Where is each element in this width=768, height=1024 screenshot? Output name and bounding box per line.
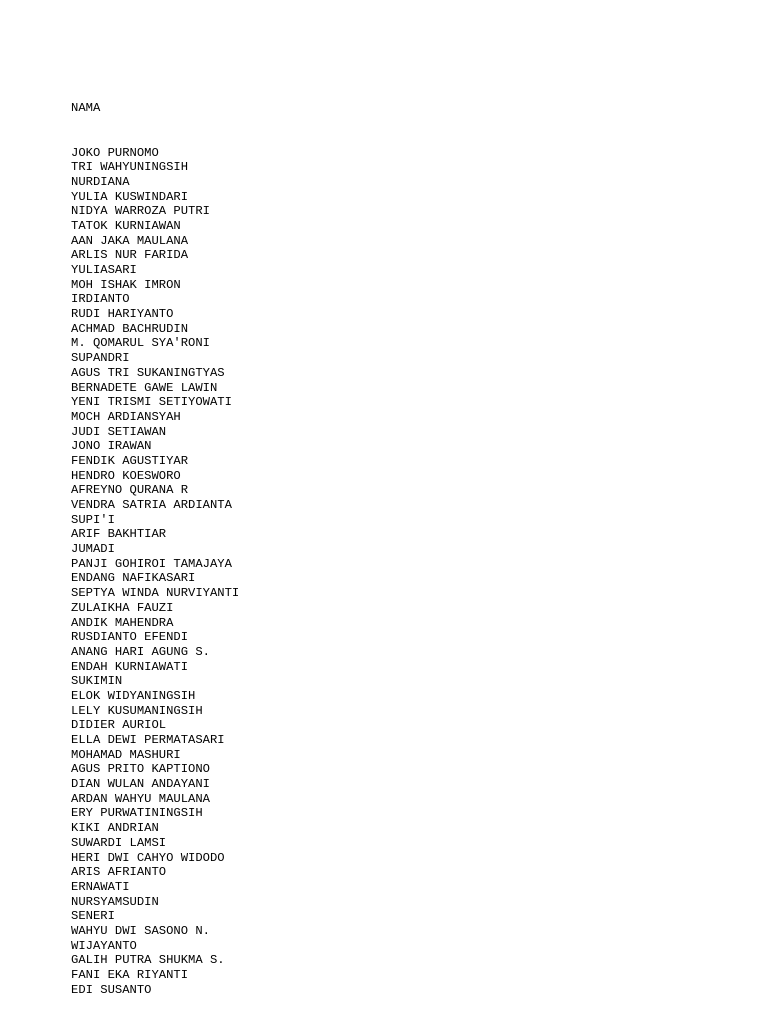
name-list [71, 72, 751, 997]
list-item: SUWARDI LAMSI [71, 835, 167, 850]
list-item: ERY PURWATININGSIH [71, 806, 203, 821]
list-item: ENDAH KURNIAWATI [71, 659, 189, 674]
list-item: AFREYNO QURANA R [71, 483, 189, 498]
list-item: ZULAIKHA FAUZI [71, 600, 174, 615]
list-item: DIDIER AURIOL [71, 718, 167, 733]
list-item: AGUS PRITO KAPTIONO [71, 762, 210, 777]
list-item: YULIASARI [71, 263, 137, 277]
list-item: TATOK KURNIAWAN [71, 218, 181, 233]
list-item: MOCH ARDIANSYAH [71, 409, 181, 424]
list-item: PANJI GOHIROI TAMAJAYA [71, 556, 232, 571]
list-item: ARIF BAKHTIAR [71, 527, 167, 542]
list-item: TRI WAHYUNINGSIH [71, 160, 189, 175]
list-item: HENDRO KOESWORO [71, 468, 181, 483]
list-item: NURSYAMSUDIN [71, 894, 159, 909]
list-header: NAMA [71, 101, 101, 116]
list-item: SUKIMIN [71, 674, 123, 689]
list-item: ANDIK MAHENDRA [71, 615, 174, 630]
list-item: BERNADETE GAWE LAWIN [71, 380, 218, 395]
list-item: M. QOMARUL SYA'RONI [71, 336, 210, 351]
list-item: YENI TRISMI SETIYOWATI [71, 395, 232, 410]
list-item: JUMADI [71, 542, 115, 557]
list-item: LELY KUSUMANINGSIH [71, 703, 203, 718]
list-item: NURDIANA [71, 174, 130, 189]
list-item: SUPANDRI [71, 351, 130, 366]
list-item: ARLIS NUR FARIDA [71, 248, 189, 263]
list-item: MOH ISHAK IMRON [71, 277, 181, 292]
list-item: YULIA KUSWINDARI [71, 189, 189, 204]
list-item: ENDANG NAFIKASARI [71, 571, 196, 586]
list-item: FENDIK AGUSTIYAR [71, 453, 189, 468]
list-item: DIAN WULAN ANDAYANI [71, 777, 210, 792]
list-item: KIKI ANDRIAN [71, 821, 159, 836]
list-item: RUSDIANTO EFENDI [71, 630, 189, 645]
list-item: WAHYU DWI SASONO N. [71, 923, 210, 938]
list-item: WIJAYANTO [71, 938, 137, 953]
list-item: SENERI [71, 909, 115, 924]
list-item: ELOK WIDYANINGSIH [71, 688, 196, 703]
list-item: JUDI SETIAWAN [71, 424, 167, 439]
list-item: JOKO PURNOMO [71, 145, 159, 160]
list-item: RUDI HARIYANTO [71, 307, 174, 322]
list-item: ELLA DEWI PERMATASARI [71, 733, 225, 747]
list-item: MOHAMAD MASHURI [71, 747, 181, 762]
list-item: ARDAN WAHYU MAULANA [71, 791, 210, 806]
list-item: HERI DWI CAHYO WIDODO [71, 850, 225, 865]
list-item: ARIS AFRIANTO [71, 865, 167, 880]
list-item: SUPI'I [71, 512, 115, 527]
list-item: ERNAWATI [71, 879, 130, 894]
list-item: AGUS TRI SUKANINGTYAS [71, 365, 225, 380]
list-item: ANANG HARI AGUNG S. [71, 644, 210, 659]
list-item: AAN JAKA MAULANA [71, 233, 189, 248]
list-item: FANI EKA RIYANTI [71, 968, 189, 982]
list-item: IRDIANTO [71, 292, 130, 307]
list-item: SEPTYA WINDA NURVIYANTI [71, 586, 240, 601]
list-item: VENDRA SATRIA ARDIANTA [71, 498, 232, 512]
list-item: GALIH PUTRA SHUKMA S. [71, 953, 225, 968]
list-item: ACHMAD BACHRUDIN [71, 321, 189, 336]
list-item: NIDYA WARROZA PUTRI [71, 204, 210, 219]
document-page [71, 72, 751, 997]
list-item: JONO IRAWAN [71, 439, 152, 454]
list-item: EDI SUSANTO [71, 982, 152, 997]
